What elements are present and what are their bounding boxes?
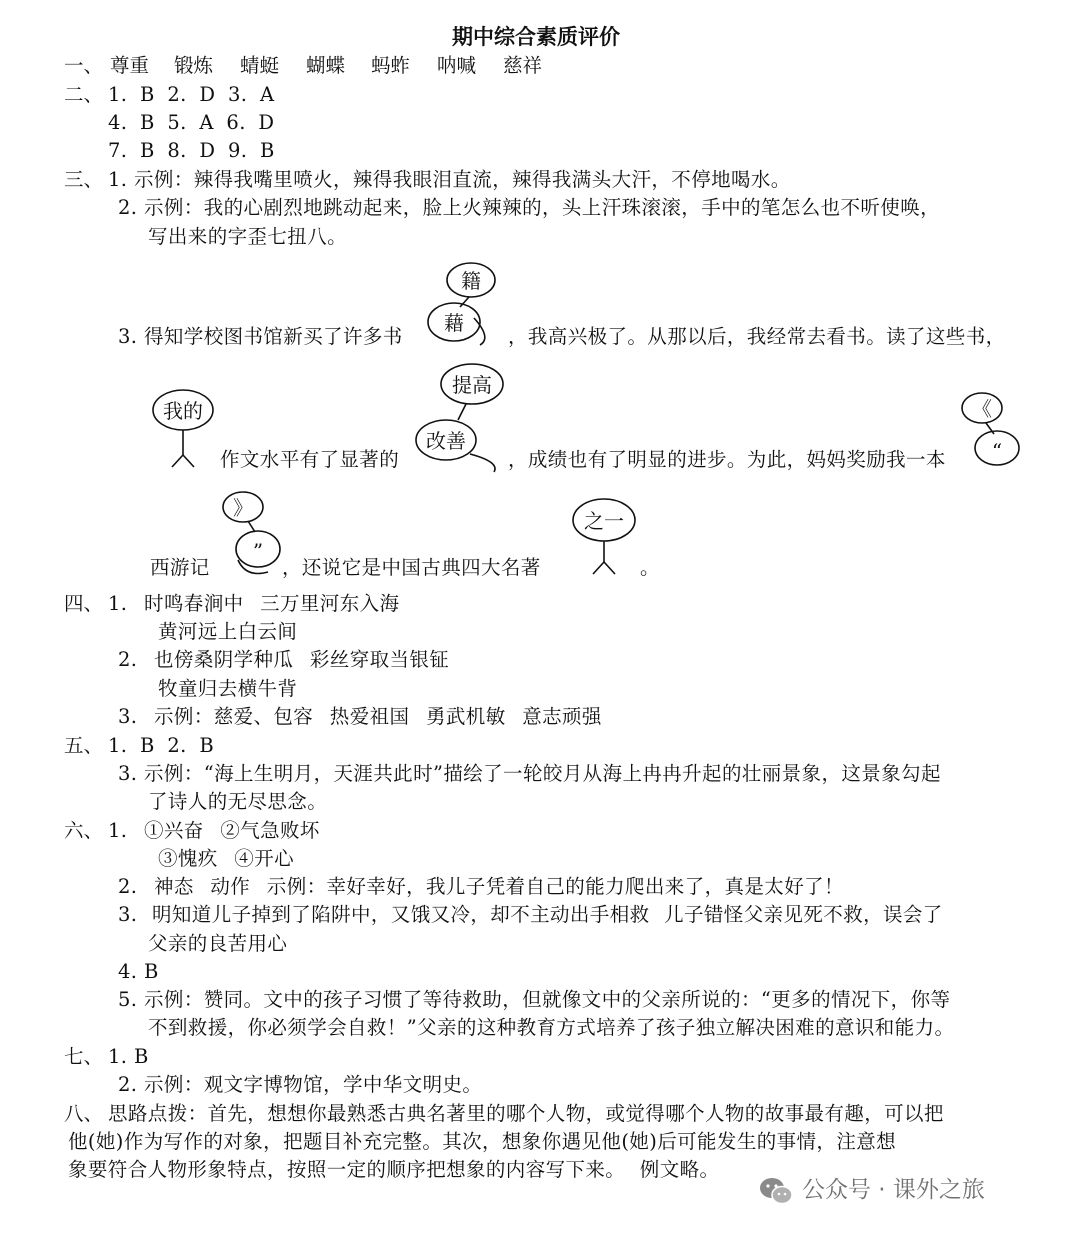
answer-line: 2. 也傍桑阴学种瓜 彩丝穿取当银钲 (118, 648, 450, 671)
answer-line: 2. 示例：观文字博物馆，学中华文明史。 (118, 1073, 483, 1096)
page-title: 期中综合素质评价 (452, 25, 620, 49)
answer-line: 不到救援，你必须学会自救！”父亲的这种教育方式培养了孩子独立解决困难的意识和能力。 (148, 1016, 955, 1039)
section-number: 二、 (64, 83, 104, 106)
answer-line: 1. B 2. B (108, 734, 215, 757)
bubble-text: 藉 (444, 311, 464, 335)
bubble-text: 我的 (163, 399, 203, 423)
correction-text: ，成绩也有了明显的进步。为此，妈妈奖励我一本 (508, 448, 946, 471)
word-answer: 慈祥 (503, 54, 543, 77)
watermark: 公众号 · 课外之旅 (802, 1177, 985, 1203)
answer-line: 2. 神态 动作 示例：幸好幸好，我儿子凭着自己的能力爬出来了，真是太好了！ (118, 875, 844, 898)
answer-row: 1. B 2. D 3. A (108, 83, 275, 106)
correction-text: ，还说它是中国古典四大名著 (282, 556, 541, 579)
answer-line: 3. 明知道儿子掉到了陷阱中，又饿又冷，却不主动出手相救 儿子错怪父亲见死不救，误会了 (118, 903, 943, 926)
correction-text: ，我高兴极了。从那以后，我经常去看书。读了这些书， (508, 325, 1006, 348)
punctuation-mark-open (962, 393, 1019, 465)
answer-line: 牧童归去横牛背 (158, 677, 298, 700)
section-number: 一、 (64, 54, 104, 77)
bubble-text: 之一 (584, 509, 624, 533)
answer-line: 3. 示例：“海上生明月，天涯共此时”描绘了一轮皎月从海上冉冉升起的壮丽景象，这景象勾起 (118, 762, 941, 785)
answer-line: 5. 示例：赞同。文中的孩子习惯了等待救助，但就像文中的父亲所说的：“更多的情况下，你等 (118, 988, 951, 1011)
bubble-text: ” (252, 539, 264, 563)
section-number: 七、 (64, 1045, 104, 1068)
correction-text: 作文水平有了显著的 (220, 448, 400, 471)
answer-line: 4. B (118, 960, 159, 983)
answer-line: 1. 示例：辣得我嘴里喷火，辣得我眼泪直流，辣得我满头大汗，不停地喝水。 (108, 168, 791, 191)
word-answer: 尊重 (110, 54, 150, 77)
answer-line: 1. B (108, 1045, 149, 1068)
answer-row: 7. B 8. D 9. B (108, 139, 275, 162)
bubble-text: “ (991, 439, 1003, 463)
bubble-text: 提高 (452, 373, 492, 397)
answer-line: 1. ①兴奋 ②气急败坏 (108, 819, 320, 842)
correction-text: 。 (640, 556, 660, 579)
answer-line: 象要符合人物形象特点，按照一定的顺序把想象的内容写下来。 例文略。 (68, 1158, 720, 1181)
word-answer: 蝴蝶 (306, 54, 346, 77)
answer-line: 了诗人的无尽思念。 (148, 790, 328, 813)
deletion-mark-zhiyi (573, 499, 635, 574)
section-number: 五、 (64, 734, 104, 757)
word-answer: 锻炼 (174, 54, 214, 77)
word-answer: 呐喊 (437, 54, 477, 77)
wechat-icon (758, 1176, 794, 1206)
correction-bubble-tigao (416, 364, 503, 472)
word-answer: 蚂蚱 (371, 54, 411, 77)
answer-line: 黄河远上白云间 (158, 620, 298, 643)
correction-bubble-ji (428, 263, 495, 345)
answer-line: 他(她)作为写作的对象，把题目补充完整。其次，想象你遇见他(她)后可能发生的事情，注意想 (68, 1130, 897, 1153)
answer-line: 1. 时鸣春涧中 三万里河东入海 (108, 592, 400, 615)
answer-line: 2. 示例：我的心剧烈地跳动起来，脸上火辣辣的，头上汗珠滚滚，手中的笔怎么也不听使唤， (118, 196, 941, 219)
bubble-text: 籍 (461, 269, 481, 293)
correction-text: 西游记 (150, 556, 210, 579)
answer-line: 写出来的字歪七扭八。 (148, 225, 348, 248)
bubble-text: 改善 (426, 429, 466, 453)
answer-line: 思路点拨：首先，想想你最熟悉古典名著里的哪个人物，或觉得哪个人物的故事最有趣，可以把 (108, 1102, 944, 1125)
section-number: 八、 (64, 1102, 104, 1125)
section-number: 四、 (64, 592, 104, 615)
answer-row: 4. B 5. A 6. D (108, 111, 275, 134)
bubble-text: 》 (233, 496, 253, 520)
punctuation-mark-close (223, 492, 280, 574)
word-answer: 蜻蜓 (240, 54, 280, 77)
section-number: 三、 (64, 168, 104, 191)
correction-text: 3. 得知学校图书馆新买了许多书 (118, 325, 403, 348)
section-number: 六、 (64, 819, 104, 842)
answer-line: ③愧疚 ④开心 (158, 847, 294, 870)
deletion-mark-wode (153, 390, 213, 467)
answer-line: 父亲的良苦用心 (148, 932, 288, 955)
answer-line: 3. 示例：慈爱、包容 热爱祖国 勇武机敏 意志顽强 (118, 705, 602, 728)
bubble-text: 《 (972, 397, 992, 421)
